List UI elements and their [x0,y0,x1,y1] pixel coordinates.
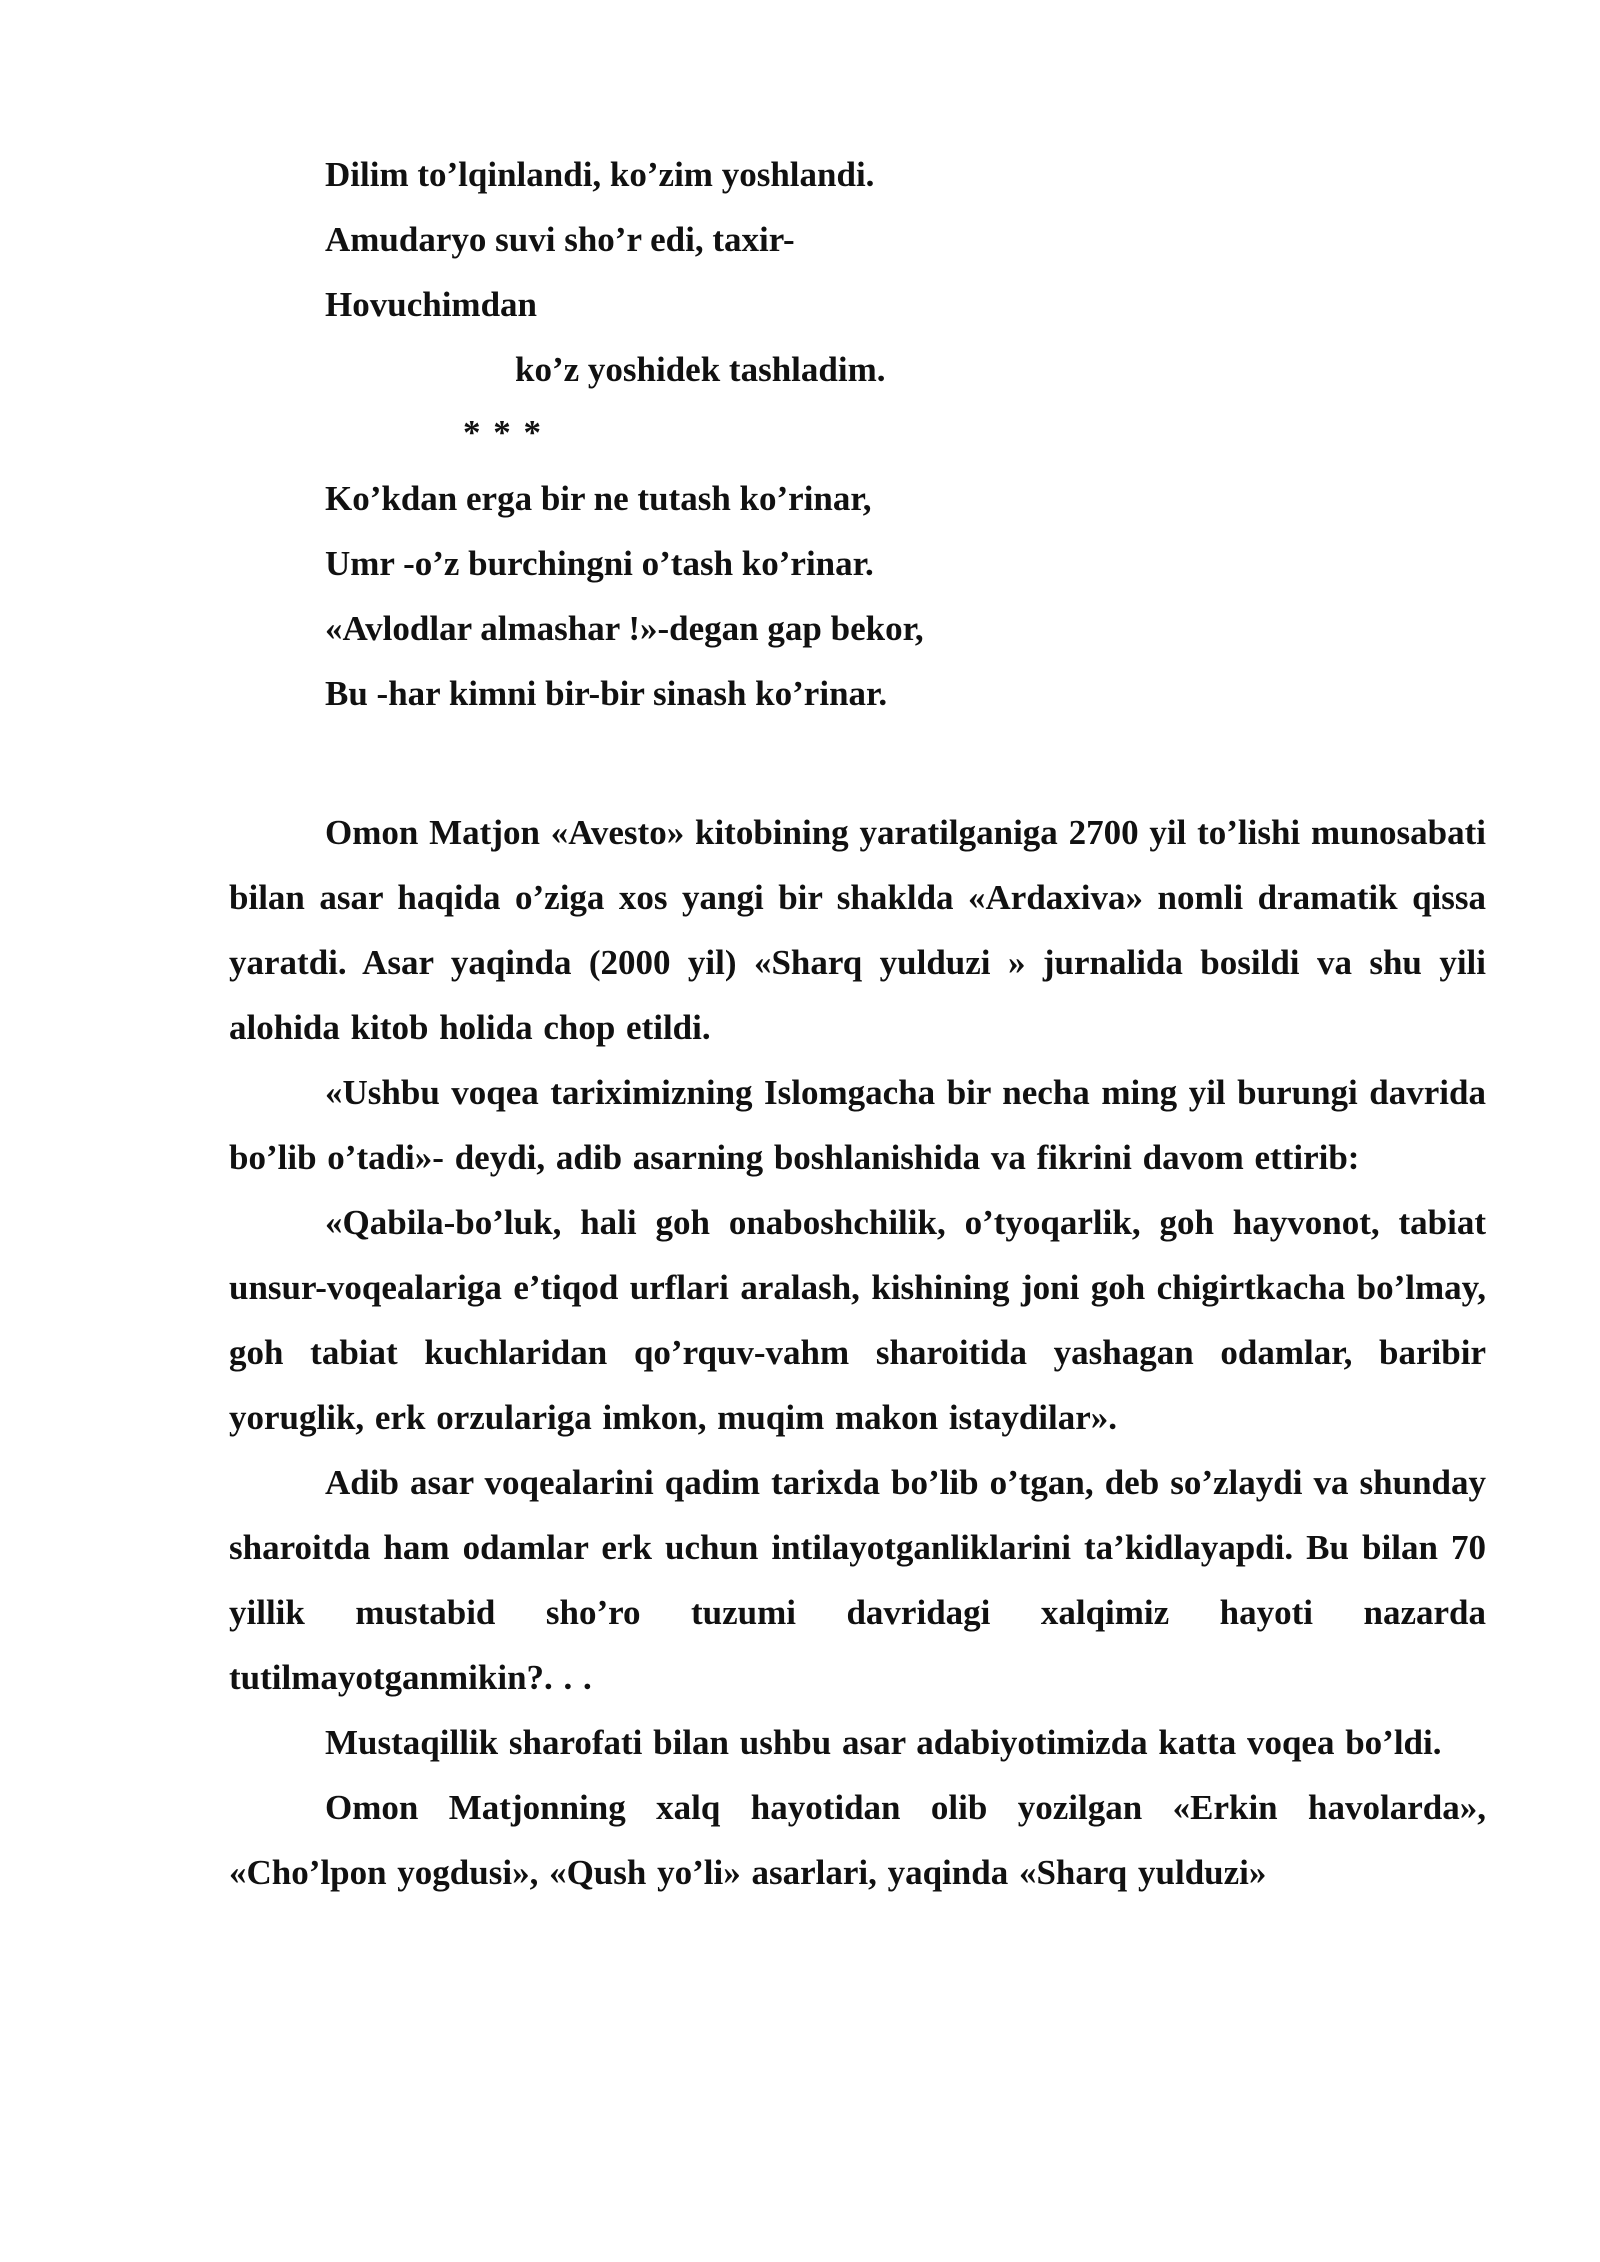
paragraph: Mustaqillik sharofati bilan ushbu asar adabiyotimizda katta voqea bo’ldi. [325,1723,1442,1762]
stanza-separator: * * * [463,413,543,452]
paragraph: «Qabila-bo’luk, hali goh onaboshchilik, o’tyoqarlik, goh hayvonot, tabiat unsur-voqealariga e’tiqod urflari aralash, kishining joni goh chigirtkacha bo’lmay, goh tabiat kuchlaridan qo’rquv-vahm sharoitida yashagan odamlar, baribir yoruglik, erk orzulariga imkon, muqim makon istaydilar». [229,1203,1486,1437]
poem-line: Umr -o’z burchingni o’tash ko’rinar. [325,544,874,583]
poem-line: Ko’kdan erga bir ne tutash ko’rinar, [325,479,872,518]
poem-line: Bu -har kimni bir-bir sinash ko’rinar. [325,674,888,713]
poem-line: ko’z yoshidek tashladim. [515,350,886,389]
poem-line: Amudaryo suvi sho’r edi, taxir- [325,220,795,259]
paragraph: Omon Matjonning xalq hayotidan olib yozilgan «Erkin havolarda», «Cho’lpon yogdusi», «Qush yo’li» asarlari, yaqinda «Sharq yulduzi» [229,1788,1486,1892]
paragraph: Adib asar voqealarini qadim tarixda bo’lib o’tgan, deb so’zlaydi va shunday sharoitda ham odamlar erk uchun intilayotganliklarini ta’kidlayapdi. Bu bilan 70 yillik mustabid sho’ro tuzumi davridagi xalqimiz hayoti nazarda tutilmayotganmikin?. . . [229,1463,1486,1697]
paragraph: «Ushbu voqea tariximizning Islomgacha bir necha ming yil burungi davrida bo’lib o’tadi»- deydi, adib asarning boshlanishida va fikrini davom ettirib: [229,1073,1486,1177]
poem-line: Dilim to’lqinlandi, ko’zim yoshlandi. [325,155,875,194]
poem-line: «Avlodlar almashar !»-degan gap bekor, [325,609,924,648]
paragraph: Omon Matjon «Avesto» kitobining yaratilganiga 2700 yil to’lishi munosabati bilan asar haqida o’ziga xos yangi bir shaklda «Ardaxiva» nomli dramatik qissa yaratdi. Asar yaqinda (2000 yil) «Sharq yulduzi » jurnalida bosildi va shu yili alohida kitob holida chop etildi. [229,813,1486,1047]
poem-line: Hovuchimdan [325,285,537,324]
prose-body [229,800,1486,1905]
